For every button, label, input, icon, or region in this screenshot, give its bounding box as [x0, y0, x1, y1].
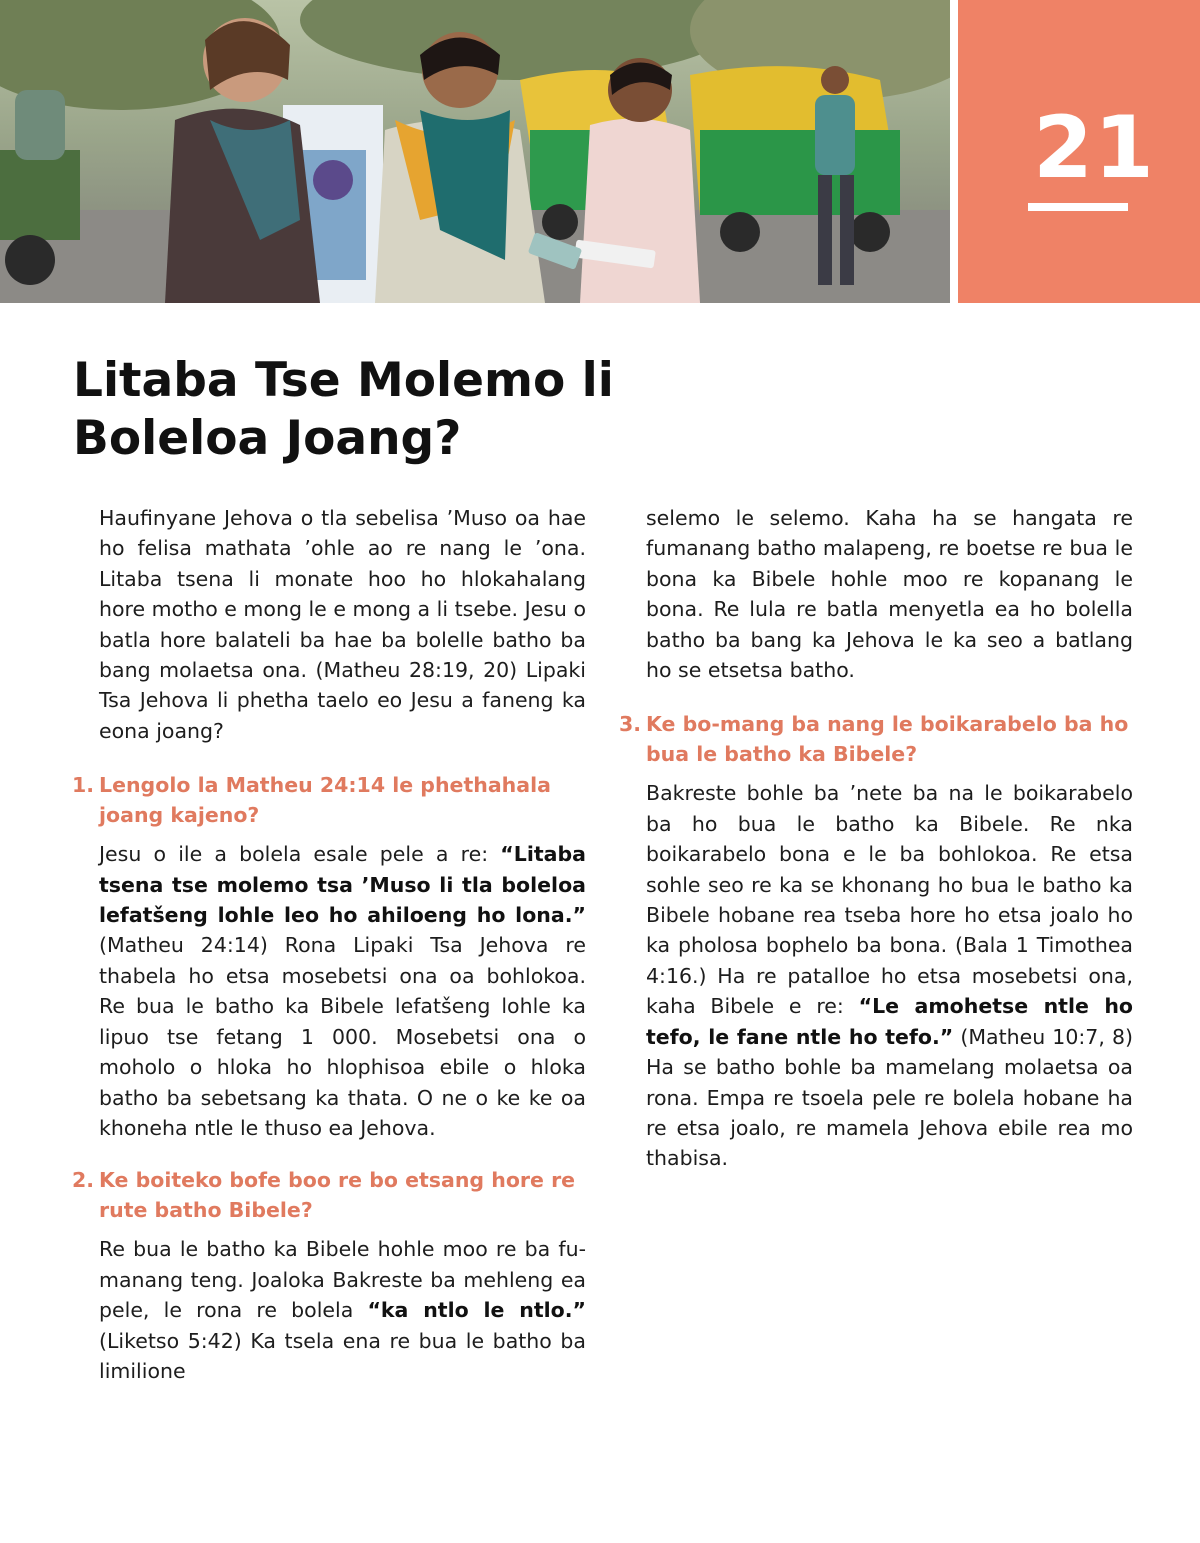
left-column: [72, 503, 586, 1386]
question-1: [72, 770, 586, 830]
answer-1-rest: (Matheu 24:14) Rona Lipaki Tsa Jehova re thabela ho etsa mosebetsi ona oa bohlokoa. Re bua le batho ka Bibele lefatšeng lohle ka lipuo tse fetang 1 000. Mosebetsi ona o moholo o hloka ho hlophisoa ebile o hloka batho ba sebetsang ka thata. O ne o ke ke oa khoneha ntle le thuso ea Jehova.: [99, 933, 586, 1140]
intro-paragraph: Haufinyane Jehova o tla sebelisa ’Muso oa hae ho felisa mathata ’ohle ao re nang le ’ona. Litaba tsena li monate hoo ho hlokahalang hore motho e mong le e mong a li tsebe. Jesu o batla hore balateli ba hae ba bolelle batho ba bang molaetsa ona. (Matheu 28:19, 20) Lipaki Tsa Jehova li phetha taelo eo Jesu a faneng ka eona joang?: [99, 506, 586, 743]
page-title: Litaba Tse Molemo li Boleloa Joang?: [73, 353, 614, 466]
hero-photo: [0, 0, 950, 303]
question-3-text: Ke bo-mang ba nang le boikarabelo ba ho bua le batho ka Bibele?: [646, 712, 1129, 767]
answer-1: [99, 839, 586, 1143]
answer-2-rest: (Liketso 5:42) Ka tsela ena re bua le batho ba limilione: [99, 1328, 586, 1383]
question-2-text: Ke boiteko bofe boo re bo etsang hore re rute batho Bibele?: [99, 1168, 576, 1223]
question-2: [72, 1165, 586, 1225]
question-1-text: Lengolo la Matheu 24:14 le phethahala joang kajeno?: [99, 773, 551, 828]
answer-3: [646, 778, 1133, 1173]
answer-2-quote: “ka ntlo le ntlo.”: [367, 1298, 586, 1323]
question-2-number: 2.: [72, 1168, 95, 1193]
answer-2-continued: selemo le selemo. Kaha ha se hangata re fumanang batho malapeng, re boetse re bua le bona ka Bibele hohle moo re kopanang le bona. Re lula re batla menyetla ea ho bolella batho ba bang ka Jehova le ka seo a batlang ho se etsetsa batho.: [646, 506, 1133, 683]
lesson-number-badge: [958, 0, 1200, 303]
answer-2-lead: Re bua le batho ka Bibele hohle moo re ba fumanang teng. Joaloka Bakreste ba mehleng ea pele, le rona re bolela: [99, 1237, 586, 1323]
badge-underline: [1028, 203, 1128, 211]
question-3-number: 3.: [619, 712, 642, 737]
answer-1-quote: “Litaba tsena tse molemo tsa ’Muso li tla boleloa lefatšeng lohle leo ho ahiloeng ho lona.”: [99, 842, 586, 928]
lesson-number: 21: [1033, 98, 1155, 198]
answer-3-lead: Bakreste bohle ba ’nete ba na le boikarabelo ba ho bua le batho ka Bibele. Re nka boikarabelo bona e le ba bohlokoa. Re etsa sohle seo re ka se khonang ho bua le batho ka Bibele hobane rea tseba hore ho etsa joalo ho ka pholosa bophelo ba bona. (Bala 1 Timothea 4:16.) Ha re patalloe ho etsa mosebetsi ona, kaha Bibele e re:: [646, 781, 1133, 1019]
right-column: [619, 503, 1133, 1174]
answer-3-quote: “Le amohetse ntle ho tefo, le fane ntle ho tefo.”: [646, 994, 1133, 1049]
answer-1-lead: Jesu o ile a bolela esale pele a re:: [99, 842, 501, 867]
answer-3-rest: (Matheu 10:7, 8) Ha se batho bohle ba mamelang molaetsa oa rona. Empa re tsoela pele re bolela hobane ha re etsa joalo, re mamela Jehova ebile rea mo thabisa.: [646, 1024, 1133, 1171]
question-3: [619, 709, 1133, 769]
question-1-number: 1.: [72, 773, 95, 798]
answer-2: [99, 1234, 586, 1386]
